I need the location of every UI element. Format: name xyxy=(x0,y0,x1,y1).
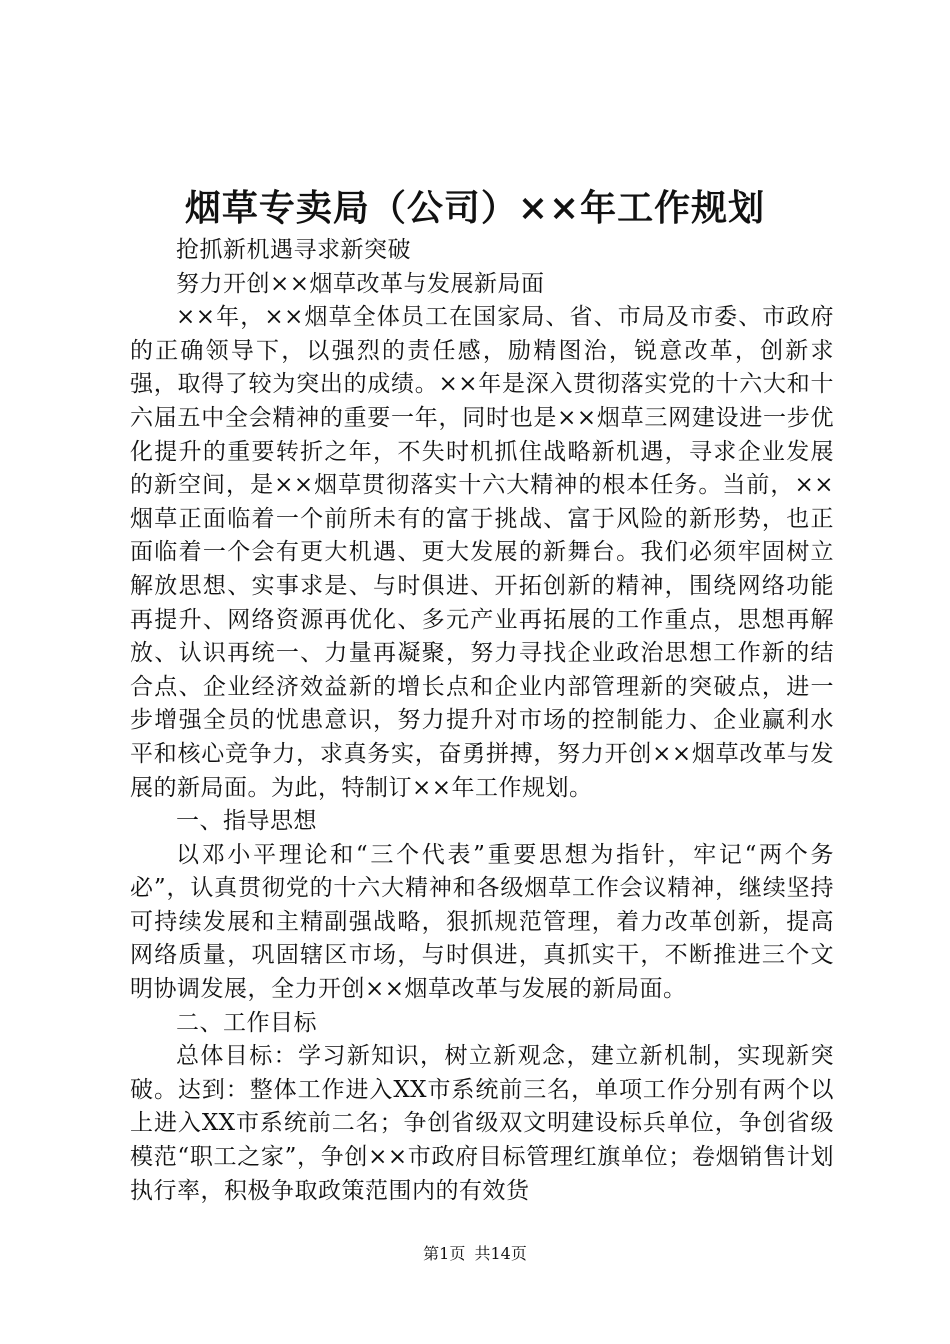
subtitle-line-2: 努力开创××烟草改革与发展新局面 xyxy=(176,270,545,297)
guiding-thought-paragraph: 以邓小平理论和“三个代表”重要思想为指针，牢记“两个务必”，认真贯彻党的十六大精神和各级烟草工作会议精神，继续坚持可持续发展和主精副强战略，狠抓规范管理，着力改革创新，提高网络质量，巩固辖区市场，与时俱进，真抓实干，不断推进三个文明协调发展，全力开创××烟草改革与发展的新局面。 xyxy=(130,841,834,1003)
section-heading-work-goals: 二、工作目标 xyxy=(176,1009,317,1036)
section-heading-guiding-thought: 一、指导思想 xyxy=(176,808,317,835)
subtitle-line-1: 抢抓新机遇寻求新突破 xyxy=(176,237,411,263)
page-number: 第1页 xyxy=(423,1244,466,1263)
intro-paragraph: ××年，××烟草全体员工在国家局、省、市局及市委、市政府的正确领导下，以强烈的责任感，励精图治，锐意改革，创新求强，取得了较为突出的成绩。××年是深入贯彻落实党的十六大和十六届五中全会精神的重要一年，同时也是××烟草三网建设进一步优化提升的重要转折之年，不失时机抓住战略新机遇，寻求企业发展的新空间，是××烟草贯彻落实十六大精神的根本任务。当前，××烟草正面临着一个前所未有的富于挑战、富于风险的新形势，也正面临着一个会有更大机遇、更大发展的新舞台。我们必须牢固树立解放思想、实事求是、与时俱进、开拓创新的精神，围绕网络功能再提升、网络资源再优化、多元产业再拓展的工作重点，思想再解放、认识再统一、力量再凝聚，努力寻找企业政治思想工作新的结合点、企业经济效益新的增长点和企业内部管理新的突破点，进一步增强全员的忧患意识，努力提升对市场的控制能力、企业赢利水平和核心竞争力，求真务实，奋勇拼搏，努力开创××烟草改革与发展的新局面。为此，特制订××年工作规划。 xyxy=(130,304,834,801)
page-total: 共14页 xyxy=(474,1244,527,1263)
page-footer xyxy=(0,1242,950,1266)
document-title: 烟草专卖局（公司）××年工作规划 xyxy=(184,187,766,229)
document-body xyxy=(130,234,834,1208)
work-goals-paragraph: 总体目标：学习新知识，树立新观念，建立新机制，实现新突破。达到：整体工作进入XX市系统前三名，单项工作分别有两个以上进入XX市系统前二名；争创省级双文明建设标兵单位，争创省级模范“职工之家”，争创××市政府目标管理红旗单位；卷烟销售计划执行率，积极争取政策范围内的有效货 xyxy=(130,1043,834,1204)
